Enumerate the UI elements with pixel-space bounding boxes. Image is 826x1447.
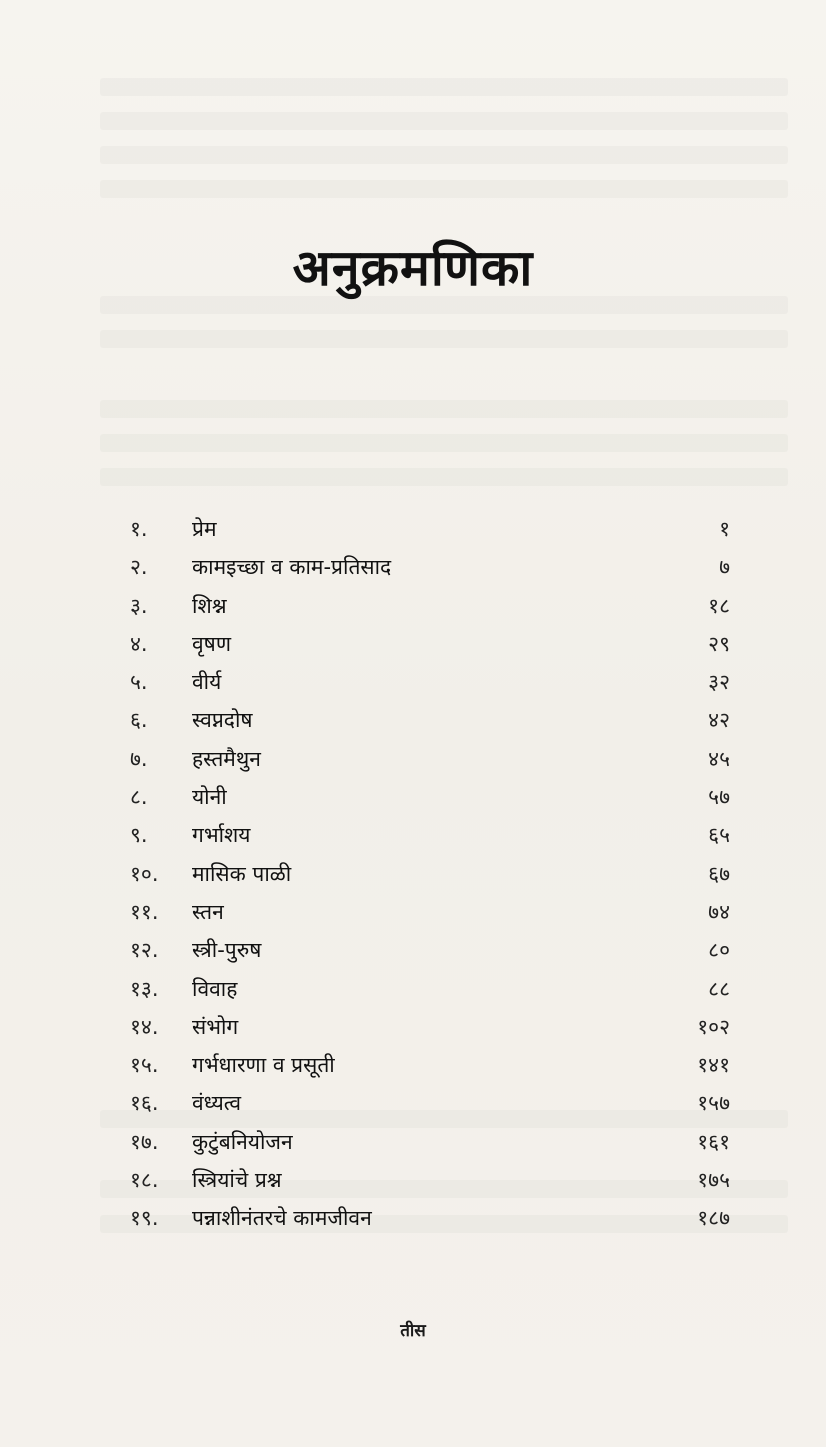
toc-entry-page: ४५ [708,746,730,771]
toc-entry-page: १ [719,517,730,541]
toc-entry-page: ४२ [708,708,730,733]
toc-entry-page: १०२ [697,1014,730,1039]
toc-entry-page: १७५ [697,1168,730,1193]
toc-entry [130,548,730,586]
toc-entry-number: ७. [130,746,148,771]
toc-entry-page: ३२ [708,670,730,695]
toc-entry-page: ८० [708,938,730,963]
bleed-through-line [100,112,788,130]
toc-entry-title: कामइच्छा व काम-प्रतिसाद [192,555,392,580]
toc-entry-page: १५७ [697,1091,730,1116]
page-title: अनुक्रमणिका [292,239,534,297]
toc-entry [130,970,730,1008]
toc-entry-title: हस्तमैथुन [192,746,261,771]
toc-entry-page: १४१ [697,1053,730,1078]
bleed-through-line [100,400,788,418]
toc-entry-number: ४. [130,631,148,656]
toc-entry [130,625,730,663]
table-of-contents [130,510,730,1238]
toc-entry-page: ६७ [708,861,730,886]
toc-entry-title: वंध्यत्व [192,1091,241,1116]
bleed-through-line [100,434,788,452]
toc-entry-page: ६५ [708,823,730,848]
toc-entry-title: स्तन [192,899,224,924]
toc-entry [130,1046,730,1084]
toc-entry [130,893,730,931]
toc-entry [130,701,730,739]
toc-entry-number: १०. [130,861,159,886]
toc-entry-number: २. [130,555,148,580]
toc-entry-title: स्त्रियांचे प्रश्न [192,1168,282,1193]
toc-entry [130,587,730,625]
toc-entry [130,1161,730,1199]
toc-entry-number: १२. [130,938,159,963]
toc-entry-page: ७ [719,555,730,580]
toc-entry-number: ९. [130,823,148,848]
toc-entry-number: १६. [130,1091,159,1116]
toc-entry [130,1199,730,1237]
toc-entry-number: ६. [130,708,148,733]
toc-entry-title: संभोग [192,1014,239,1039]
toc-entry [130,663,730,701]
toc-entry-title: वृषण [192,631,231,656]
toc-entry-number: १७. [130,1129,159,1154]
toc-entry [130,778,730,816]
bleed-through-line [100,180,788,198]
toc-entry-page: १८ [708,593,730,618]
bleed-through-line [100,146,788,164]
toc-entry-title: योनी [192,785,227,810]
page-footer: तीस [400,1321,426,1341]
toc-entry [130,816,730,854]
toc-entry-title: मासिक पाळी [192,861,292,886]
toc-entry-number: १८. [130,1168,159,1193]
toc-entry-page: १६१ [697,1129,730,1154]
toc-entry-page: ७४ [708,899,730,924]
toc-entry-title: प्रेम [192,517,217,541]
toc-entry-page: ८८ [708,976,730,1001]
toc-entry [130,510,730,548]
toc-entry [130,1123,730,1161]
toc-entry-number: १४. [130,1014,159,1039]
toc-entry-number: ११. [130,899,159,924]
toc-entry [130,931,730,969]
toc-entry-title: विवाह [192,976,238,1001]
toc-entry-title: स्वप्नदोष [192,708,253,733]
toc-entry-page: ५७ [708,785,730,810]
bleed-through-line [100,468,788,486]
toc-entry [130,855,730,893]
bleed-through-line [100,330,788,348]
toc-entry [130,740,730,778]
toc-entry-title: पन्नाशीनंतरचे कामजीवन [192,1206,372,1231]
toc-entry-title: गर्भधारणा व प्रसूती [192,1053,335,1078]
toc-entry-page: २९ [708,631,730,656]
toc-entry-number: १५. [130,1053,159,1078]
toc-entry-title: शिश्न [192,593,227,618]
toc-entry-title: कुटुंबनियोजन [192,1129,293,1154]
toc-entry-number: १. [130,517,148,541]
toc-entry [130,1084,730,1122]
toc-entry-number: ५. [130,670,148,695]
toc-entry-title: वीर्य [192,670,222,695]
toc-entry-title: गर्भाशय [192,823,251,848]
bleed-through-line [100,78,788,96]
toc-entry-title: स्त्री-पुरुष [192,938,262,963]
toc-entry-number: १३. [130,976,159,1001]
toc-entry-number: ३. [130,593,148,618]
toc-entry-number: १९. [130,1206,159,1231]
toc-entry-number: ८. [130,785,148,810]
toc-entry-page: १८७ [697,1206,730,1231]
toc-entry [130,1008,730,1046]
